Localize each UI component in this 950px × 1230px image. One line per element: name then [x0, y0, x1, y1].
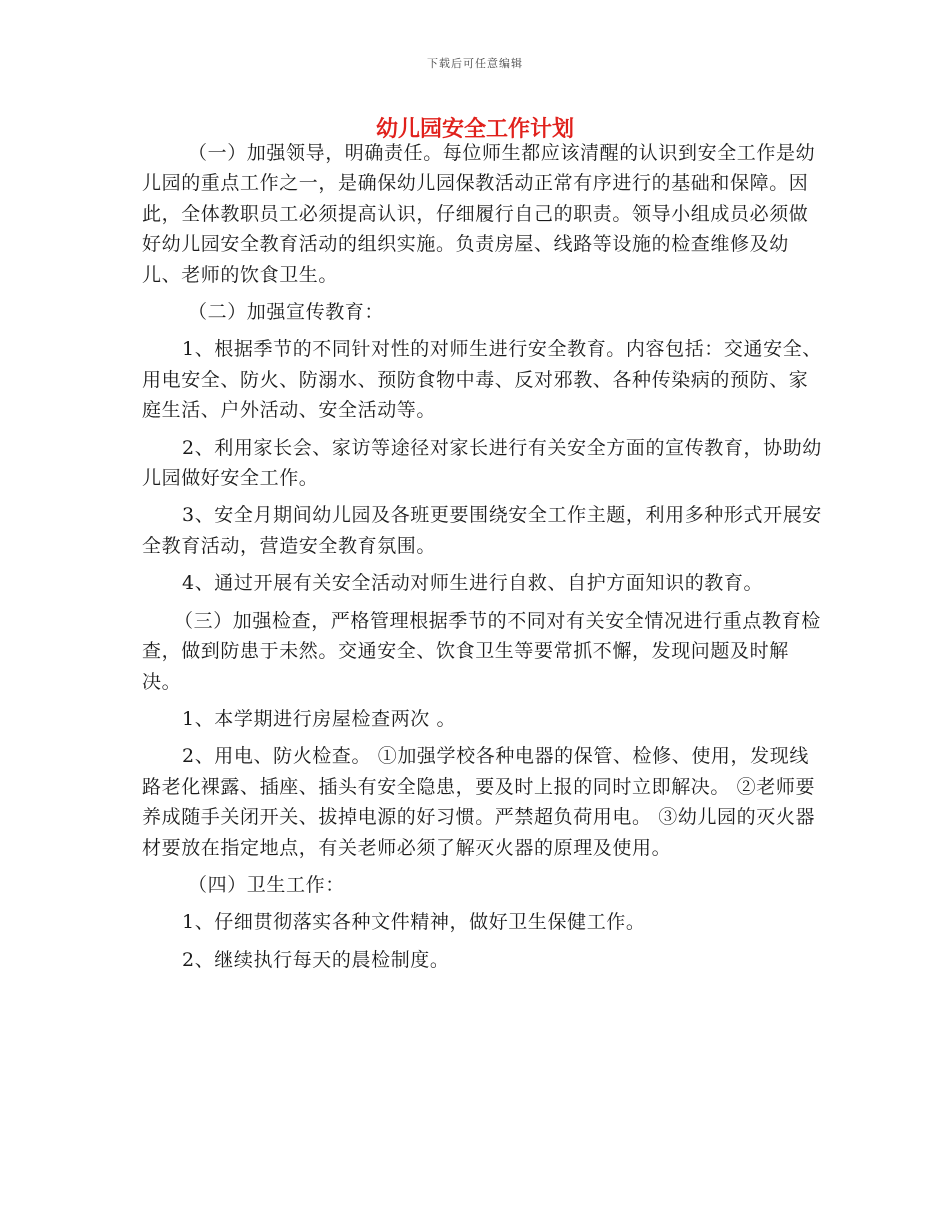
paragraph-item: 1、本学期进行房屋检查两次 。: [182, 707, 457, 730]
paragraph-item: 2、利用家长会、家访等途径对家长进行有关安全方面的宣传教育，协助幼儿园做好安全工作。: [142, 436, 822, 490]
paragraph-item: 4、通过开展有关安全活动对师生进行自救、自护方面知识的教育。: [182, 572, 764, 595]
paragraph-section-1: （一）加强领导，明确责任。每位师生都应该清醒的认识到安全工作是幼儿园的重点工作之一，是确保幼儿园保教活动正常有序进行的基础和保障。因此，全体教职员工必须提高认识，仔细履行自己的职责。领导小组成员必须做好幼儿园安全教育活动的组织实施。负责房屋、线路等设施的检查维修及幼儿、老师的饮食卫生。: [142, 142, 816, 286]
paragraph-item: 1、根据季节的不同针对性的对师生进行安全教育。内容包括：交通安全、用电安全、防火、防溺水、预防食物中毒、反对邪教、各种传染病的预防、家庭生活、户外活动、安全活动等。: [142, 338, 822, 422]
document-title: 幼儿园安全工作计划: [375, 117, 574, 142]
header-note: 下载后可任意编辑: [427, 57, 523, 70]
document-body: [142, 138, 822, 975]
paragraph-item: 2、用电、防火检查。 ①加强学校各种电器的保管、检修、使用，发现线路老化裸露、插座、插头有安全隐患，要及时上报的同时立即解决。 ②老师要养成随手关闭开关、拔掉电源的好习惯。严禁超负荷用电。 ③幼儿园的灭火器材要放在指定地点，有关老师必须了解灭火器的原理及使用。: [142, 745, 816, 859]
paragraph-item: 3、安全月期间幼儿园及各班更要围绕安全工作主题，利用多种形式开展安全教育活动，营造安全教育氛围。: [142, 504, 822, 557]
paragraph-section-3: （三）加强检查，严格管理根据季节的不同对有关安全情况进行重点教育检查，做到防患于未然。交通安全、饮食卫生等要常抓不懈，发现问题及时解决。: [142, 609, 821, 693]
paragraph-section-4-heading: （四）卫生工作：: [188, 873, 345, 896]
paragraph-item: 1、仔细贯彻落实各种文件精神，做好卫生保健工作。: [182, 911, 646, 934]
paragraph-section-2-heading: （二）加强宣传教育：: [188, 301, 385, 324]
paragraph-item: 2、继续执行每天的晨检制度。: [182, 948, 450, 971]
